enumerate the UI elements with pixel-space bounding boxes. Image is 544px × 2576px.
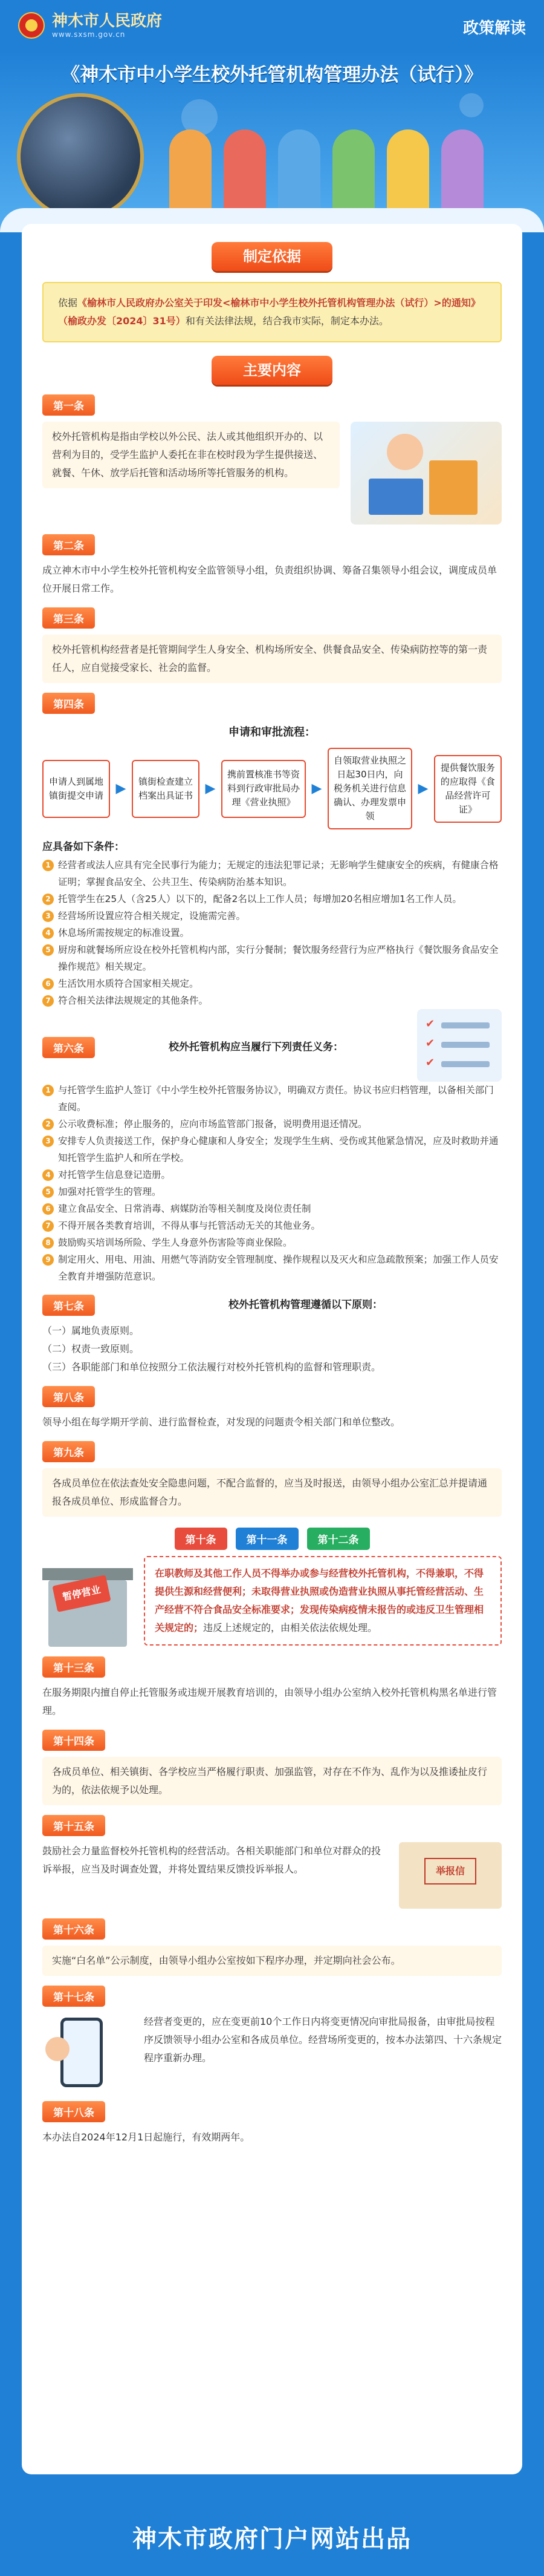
article-17 — [42, 2013, 502, 2091]
article-15 — [42, 1842, 502, 1909]
principles-list — [42, 1322, 502, 1376]
article-label: 第十四条 — [42, 1730, 105, 1751]
article-text: 实施“白名单”公示制度，由领导小组办公室按如下程序办理，并定期向社会公布。 — [42, 1946, 502, 1976]
hero-title: 《神木市中小学生校外托管机构管理办法（试行）》 — [61, 64, 483, 86]
article-6-header — [42, 1009, 502, 1082]
article-label: 第十五条 — [42, 1815, 105, 1836]
list-item: 3 安排专人负责接送工作，保护身心健康和人身安全；发现学生生病、受伤或其他紧急情况，应及时救助并通知托管学生监护人和所在学校。 — [42, 1133, 502, 1166]
flow-step: 携前置核准书等资料到行政审批局办理《营业执照》 — [221, 760, 306, 818]
article-label: 第十三条 — [42, 1656, 105, 1678]
flow-step: 申请人到属地镇街提交申请 — [42, 760, 110, 818]
list-item: 4 休息场所需按规定的标准设置。 — [42, 924, 502, 941]
child-illustration — [278, 129, 320, 214]
penalty-red-text: 在职教师及其他工作人员不得举办或参与经营校外托管机构，不得兼职，不得提供生源和经营便利；未取得营业执照或伪造营业执照从事托管经营活动、生产经营不符合食品安全标准要求；发现传染病疫情未报告的或违反卫生管理相关规定的； — [155, 1568, 484, 1633]
article-label: 第九条 — [42, 1441, 95, 1462]
list-item: 1 经营者或法人应具有完全民事行为能力；无规定的违法犯罪记录；无影响学生健康安全的疾病，有健康合格证明；掌握食品安全、公共卫生、传染病防治基本知识。 — [42, 857, 502, 891]
list-item: 9 制定用火、用电、用油、用燃气等消防安全管理制度、操作规程以及灭火和应急疏散预案；加强工作人员安全教育并增强防范意识。 — [42, 1251, 502, 1285]
penalty-normal-text: 违反上述规定的，由相关依法依规处理。 — [203, 1622, 378, 1633]
article-label: 第十六条 — [42, 1918, 105, 1940]
study-illustration — [351, 422, 502, 525]
child-illustration — [441, 129, 484, 214]
list-item: 7 不得开展各类教育培训，不得从事与托管活动无关的其他业务。 — [42, 1217, 502, 1234]
suspended-sign: 暂停营业 — [52, 1575, 111, 1612]
basis-suffix: 和有关法律法规，结合我市实际，制定本办法。 — [185, 315, 389, 327]
number-badge-icon: 7 — [42, 1220, 54, 1232]
number-badge-icon: 5 — [42, 1186, 54, 1198]
approval-flow-heading: 申请和审批流程： — [228, 726, 316, 739]
article-10-12-labels — [42, 1528, 502, 1550]
penalty-text — [144, 1556, 502, 1646]
report-letter-label: 举报信 — [424, 1858, 476, 1885]
article-text: 成立神木市中小学生校外托管机构安全监管领导小组，负责组织协调、筹备召集领导小组会议，调度成员单位开展日常工作。 — [42, 564, 497, 594]
number-badge-icon: 6 — [42, 978, 54, 990]
site-branding[interactable] — [52, 12, 162, 39]
list-item: 8 鼓励购买培训场所险、学生人身意外伤害险等商业保险。 — [42, 1234, 502, 1251]
article-7-header — [42, 1285, 502, 1322]
article-label: 第十七条 — [42, 1986, 105, 2007]
arrow-right-icon: ▶ — [205, 781, 216, 796]
basis-text — [42, 282, 502, 342]
basis-prefix: 依据 — [58, 297, 78, 309]
article-text: 各成员单位在依法查处安全隐患问题，不配合监督的，应当及时报送，由领导小组办公室汇总并提请通报各成员单位、形成监督合力。 — [42, 1468, 502, 1517]
child-illustration — [332, 129, 375, 214]
list-item: 2 托管学生在25人（含25人）以下的，配备2名以上工作人员；每增加20名相应增加1名工作人员。 — [42, 891, 502, 907]
principles-heading: 校外托管机构管理遵循以下原则： — [228, 1299, 383, 1311]
article-label: 第十条 — [175, 1528, 227, 1550]
conditions-heading: 应具备如下条件： — [42, 841, 125, 853]
article-label: 第十八条 — [42, 2101, 105, 2122]
section-heading-basis: 制定依据 — [212, 242, 332, 271]
article-label: 第六条 — [42, 1037, 95, 1058]
article-label: 第十一条 — [236, 1528, 299, 1550]
report-letter-illustration — [399, 1842, 502, 1909]
number-badge-icon: 8 — [42, 1237, 54, 1249]
approval-flow — [42, 748, 502, 829]
number-badge-icon: 6 — [42, 1203, 54, 1215]
number-badge-icon: 4 — [42, 927, 54, 939]
number-badge-icon: 4 — [42, 1169, 54, 1181]
article-label: 第四条 — [42, 693, 95, 714]
section-heading-main: 主要内容 — [212, 356, 332, 385]
number-badge-icon: 1 — [42, 1085, 54, 1096]
number-badge-icon: 3 — [42, 1136, 54, 1147]
site-name: 神木市人民政府 — [52, 12, 163, 30]
child-illustration — [224, 129, 266, 214]
number-badge-icon: 3 — [42, 910, 54, 922]
child-illustration — [387, 129, 429, 214]
article-label: 第一条 — [42, 394, 95, 416]
site-url: www.sxsm.gov.cn — [52, 30, 126, 39]
government-emblem-icon — [18, 12, 45, 39]
number-badge-icon: 2 — [42, 894, 54, 905]
mobile-phone-illustration — [42, 2013, 133, 2091]
list-item: 6 建立食品安全、日常消毒、病媒防治等相关制度及岗位责任制 — [42, 1200, 502, 1217]
list-item: 1 与托管学生监护人签订《中小学生校外托管服务协议》，明确双方责任。协议书应归档管理，以备相关部门查阅。 — [42, 1082, 502, 1116]
globe-icon — [17, 93, 144, 220]
article-text: 校外托管机构经营者是托管期间学生人身安全、机构场所安全、供餐食品安全、传染病防控等的第一责任人，应自觉接受家长、社会的监督。 — [42, 635, 502, 683]
number-badge-icon: 7 — [42, 995, 54, 1007]
arrow-right-icon: ▶ — [311, 781, 322, 796]
article-1 — [42, 422, 502, 525]
article-text: 本办法自2024年12月1日起施行，有效期两年。 — [42, 2131, 250, 2143]
list-item: 4 对托管学生信息登记造册。 — [42, 1166, 502, 1183]
list-item: （一）属地负责原则。 — [42, 1325, 140, 1336]
article-text: 在服务期限内擅自停止托管服务或违规开展教育培训的，由领导小组办公室纳入校外托管机构黑名单进行管理。 — [42, 1687, 497, 1716]
flow-step: 提供餐饮服务的应取得《食品经营许可证》 — [434, 755, 502, 823]
duties-list — [42, 1082, 502, 1285]
policy-tag: 政策解读 — [462, 19, 526, 38]
checklist-icon: ✔ ✔ ✔ — [417, 1009, 502, 1082]
hero-banner — [0, 51, 544, 232]
closed-shop-illustration — [42, 1556, 133, 1647]
flow-step: 自领取营业执照之日起30日内，向税务机关进行信息确认、办理发票申领 — [328, 748, 412, 829]
list-item: 7 符合相关法律法规规定的其他条件。 — [42, 992, 502, 1009]
article-10-12 — [42, 1556, 502, 1647]
article-label: 第三条 — [42, 607, 95, 629]
list-item: 6 生活饮用水质符合国家相关规定。 — [42, 975, 502, 992]
article-text: 经营者变更的，应在变更前10个工作日内将变更情况向审批局报备，由审批局按程序反馈领导小组办公室和各成员单位。经营场所变更的，按本办法第四、十六条规定程序重新办理。 — [144, 2016, 502, 2064]
flow-step: 镇街检查建立档案出具证书 — [132, 760, 199, 818]
article-label: 第七条 — [42, 1295, 95, 1316]
article-text: 校外托管机构是指由学校以外公民、法人或其他组织开办的、以营利为目的，受学生监护人委托在非在校时段为学生提供接送、就餐、午休、放学后托管和活动场所等托管服务的机构。 — [42, 422, 340, 488]
list-item: 5 厨房和就餐场所应设在校外托管机构内部，实行分餐制；餐饮服务经营行为应严格执行《餐饮服务食品安全操作规范》相关规定。 — [42, 941, 502, 975]
article-label: 第十二条 — [307, 1528, 370, 1550]
arrow-right-icon: ▶ — [418, 781, 429, 796]
site-header — [0, 0, 544, 51]
decor-bubble — [459, 93, 484, 117]
list-item: （三）各职能部门和单位按照分工依法履行对校外托管机构的监督和管理职责。 — [42, 1361, 381, 1373]
number-badge-icon: 9 — [42, 1254, 54, 1266]
arrow-right-icon: ▶ — [115, 781, 126, 796]
article-label: 第八条 — [42, 1386, 95, 1407]
child-illustration — [169, 129, 212, 214]
number-badge-icon: 2 — [42, 1119, 54, 1130]
list-item: 3 经营场所设置应符合相关规定，设施需完善。 — [42, 907, 502, 924]
duties-heading: 校外托管机构应当履行下列责任义务： — [169, 1041, 343, 1053]
content-card — [22, 224, 522, 2474]
basis-document-title: 《榆林市人民政府办公室关于印发<榆林市中小学生校外托管机构管理办法（试行）>的通知》（榆政办发〔2024〕31号） — [58, 297, 481, 327]
conditions-list — [42, 857, 502, 1009]
list-item: 2 公示收费标准；停止服务的，应向市场监管部门报备，说明费用退还情况。 — [42, 1116, 502, 1133]
number-badge-icon: 5 — [42, 944, 54, 956]
article-label: 第二条 — [42, 534, 95, 555]
footer-credit: 神木市政府门户网站出品 — [132, 2525, 412, 2553]
article-text: 领导小组在每学期开学前、进行监督检查，对发现的问题责令相关部门和单位整改。 — [42, 1416, 401, 1428]
list-item: （二）权责一致原则。 — [42, 1343, 140, 1355]
article-text: 各成员单位、相关镇街、各学校应当严格履行职责、加强监管，对存在不作为、乱作为以及推诿扯皮行为的，依法依规予以处理。 — [42, 1757, 502, 1805]
article-text: 鼓励社会力量监督校外托管机构的经营活动。各相关职能部门和单位对群众的投诉举报，应当及时调查处置，并将处置结果反馈投诉举报人。 — [42, 1845, 381, 1875]
number-badge-icon: 1 — [42, 860, 54, 871]
list-item: 5 加强对托管学生的管理。 — [42, 1183, 502, 1200]
